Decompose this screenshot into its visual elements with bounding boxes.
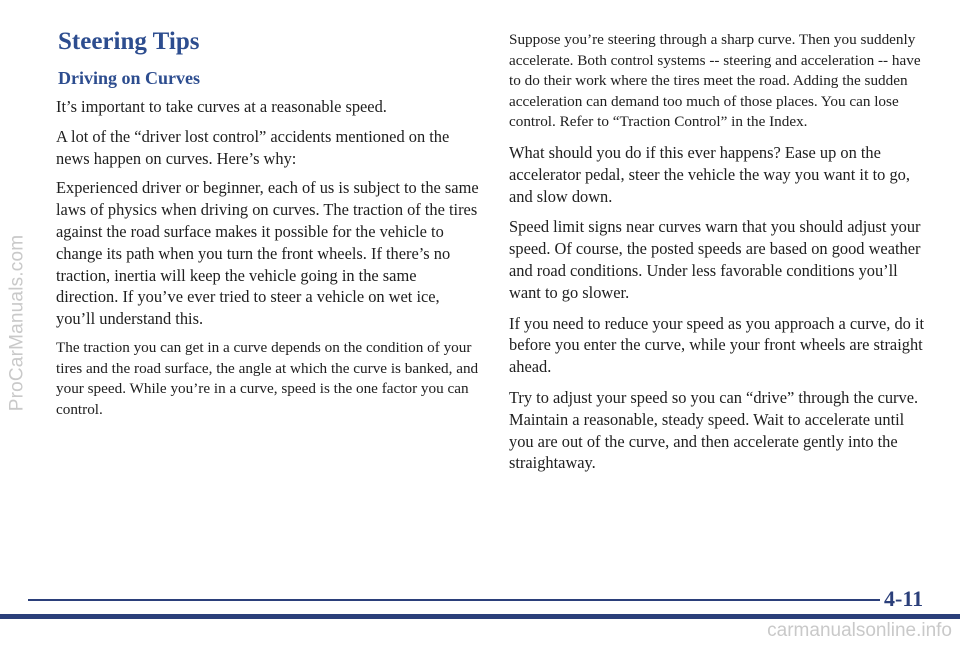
paragraph: It’s important to take curves at a reasonable speed.: [56, 97, 387, 116]
subsection-title: Driving on Curves: [58, 68, 201, 88]
page-number: 4-11: [884, 586, 924, 611]
paragraph: If you need to reduce your speed as you approach a curve, do it before you enter the curve, while your front wheels are straight ahead.: [509, 313, 925, 377]
paragraph: Experienced driver or beginner, each of us is subject to the same laws of physics when driving on curves. The traction of the tires against the road surface makes it possible for the vehicle to change its path when you turn the front wheels. If there’s no traction, inertia will keep the vehicle going in the same direction. If you’ve ever tried to steer a vehicle on wet ice, you’ll understand this.: [56, 178, 479, 329]
left-column: [56, 28, 480, 428]
footer-bar: [0, 614, 960, 619]
paragraph: What should you do if this ever happens? Ease up on the accelerator pedal, steer the vehicle the way you want it to go, and slow down.: [509, 142, 910, 206]
paragraph: The traction you can get in a curve depends on the condition of your tires and the road surface, the angle at which the curve is banked, and your speed. While you’re in a curve, speed is the one factor you can control.: [56, 338, 479, 418]
watermark-side-text: ProCarManuals.com: [6, 234, 28, 411]
footer-rule: [28, 599, 880, 601]
right-column: [509, 30, 929, 483]
paragraph: Try to adjust your speed so you can “drive” through the curve. Maintain a reasonable, steady speed. Wait to accelerate until you are out of the curve, and then accelerate gently into the straightaway.: [509, 387, 919, 473]
watermark-bottom: carmanualsonline.info: [767, 620, 952, 641]
watermark-side: [2, 0, 32, 645]
paragraph: Speed limit signs near curves warn that you should adjust your speed. Of course, the posted speeds are based on good weather and road conditions. Under less favorable conditions you’ll want to go slower.: [509, 217, 921, 302]
paragraph: A lot of the “driver lost control” accidents mentioned on the news happen on curves. Here’s why:: [56, 126, 450, 168]
paragraph: Suppose you’re steering through a sharp curve. Then you suddenly accelerate. Both control systems -- steering and acceleration -- have to do their work where the tires meet the road. Adding the sudden acceleration can demand too much of those places. You can lose control. Refer to “Traction Control” in the Index.: [509, 31, 921, 131]
section-title: Steering Tips: [58, 28, 200, 55]
